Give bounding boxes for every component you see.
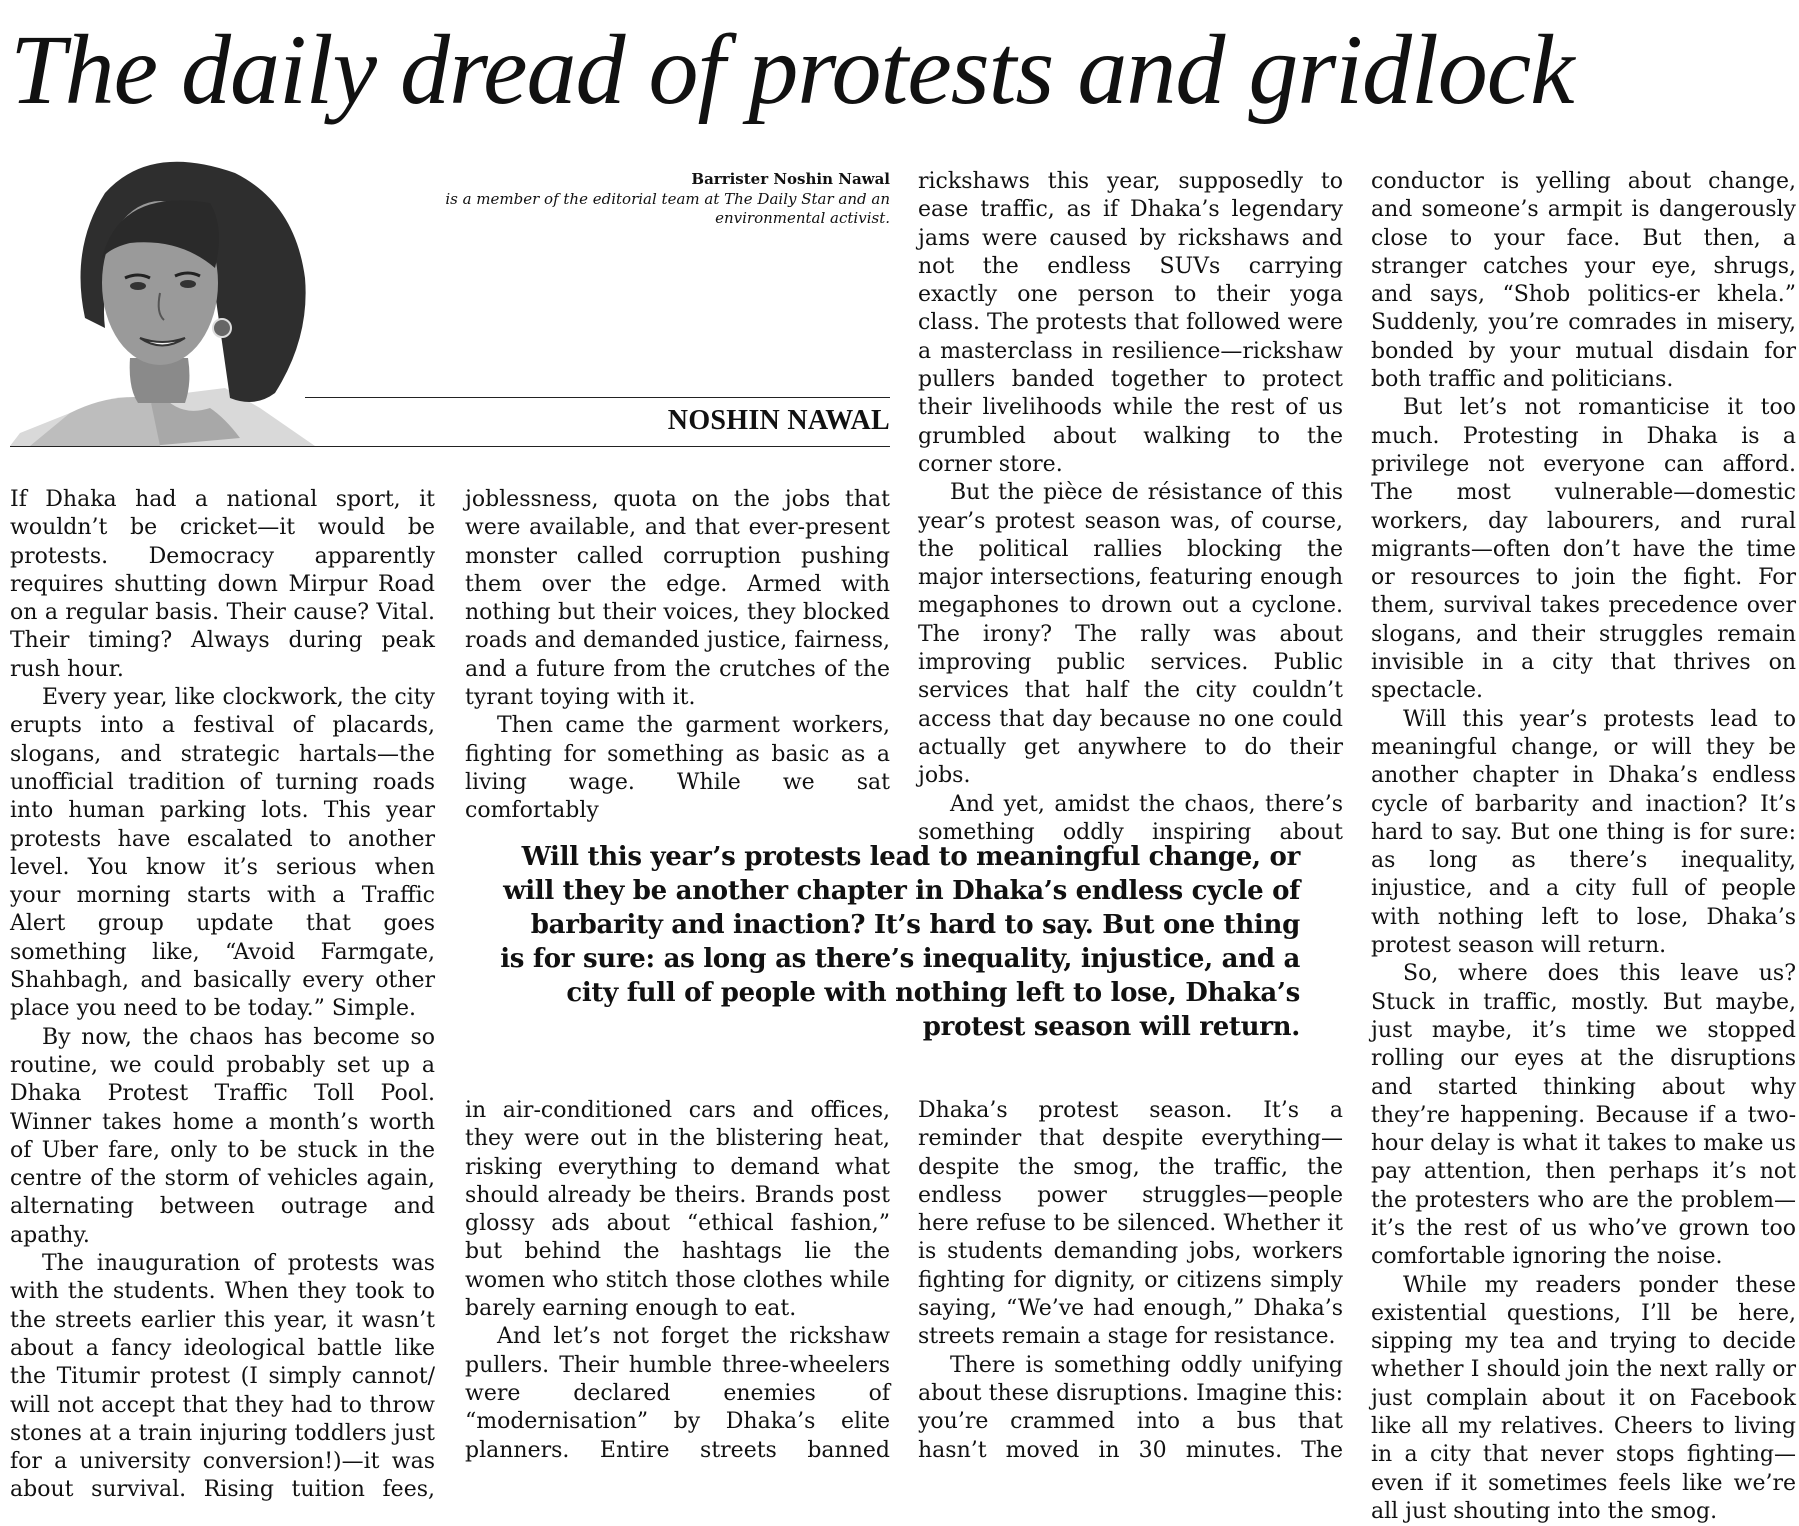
- article-column-2-top: [465, 486, 890, 826]
- author-portrait: [10, 148, 315, 446]
- article-column-3-top: [918, 168, 1343, 847]
- paragraph: Every year, like clockwork, the city erupts into a festival of placards, slogans, and strategic hartals—the unofficial tradition of turning roads into human parking lots. This year protests have escalated to another level. You know it’s serious when your morning starts with a Traffic Alert group update that goes something like, “Avoid Farmgate, Shahbagh, and basically every other place you need to be today.” Simple.: [10, 685, 435, 1022]
- paragraph: So, where does this leave us? Stuck in traffic, mostly. But maybe, just maybe, it’s time we stopped rolling our eyes at the disruptions and started thinking about why they’re happening. Because if a two-hour delay is what it takes to make us pay attention, then perhaps it’s not the protesters who are the problem—it’s the rest of us who’ve grown too comfortable ignoring the noise.: [1371, 961, 1796, 1270]
- author-bio-name: Barrister Noshin Nawal: [691, 170, 890, 188]
- author-bio: [420, 170, 890, 229]
- paragraph: rickshaws this year, supposedly to ease traffic, as if Dhaka’s legendary jams were caused by rickshaws and not the endless SUVs carrying exactly one person to their yoga class. The protests that followed were a masterclass in resilience—rickshaw pullers banded together to protect their livelihoods while the rest of us grumbled about walking to the corner store.: [918, 169, 1343, 477]
- article-column-4: [1371, 168, 1796, 1526]
- paragraph: There is something oddly unifying about these disruptions. Imagine this: you’re crammed into a bus that hasn’t moved in 30 minutes. The: [918, 1352, 1343, 1463]
- paragraph: joblessness, quota on the jobs that were available, and that ever-present monster called corruption pushing them over the edge. Armed with nothing but their voices, they blocked roads and demanded justice, fairness, and a future from the crutches of the tyrant toying with it.: [465, 487, 890, 711]
- paragraph: And let’s not forget the rickshaw pullers. Their humble three-wheelers were declared enemies of “modernisation” by Dhaka’s elite planners. Entire streets banned: [465, 1324, 890, 1463]
- paragraph: Will this year’s protests lead to meaningful change, or will they be another chapter in Dhaka’s endless cycle of barbarity and inaction? It’s hard to say. But one thing is for sure: as long as there’s inequality, injustice, and a city full of people with nothing left to lose, Dhaka’s protest season will return.: [1371, 706, 1796, 959]
- paragraph: While my readers ponder these existential questions, I’ll be here, sipping my tea and trying to decide whether I should join the next rally or just complain about it on Facebook like all my relatives. Cheers to living in a city that never stops fighting—even if it sometimes feels like we’re all just shouting into the smog.: [1371, 1272, 1796, 1524]
- author-bio-description: is a member of the editorial team at The Daily Star and an environmental activist.: [445, 189, 890, 227]
- paragraph: But the pièce de résistance of this year’s protest season was, of course, the political rallies blocking the major intersections, featuring enough megaphones to drown out a cyclone. The irony? The rally was about improving public services. Public services that half the city couldn’t access that day because no one could actually get anywhere to do their jobs.: [918, 480, 1343, 789]
- paragraph: Then came the garment workers, fighting for something as basic as a living wage. While we sat comfortably: [465, 713, 890, 824]
- paragraph: The inauguration of protests was with the students. When they took to the streets earlier this year, it wasn’t about a fancy ideological battle like the Titumir protest (I simply cannot/ will not accept that they had to throw stones at a train injuring toddlers just for a university conversion!)—it was about survival. Rising tuition fees,: [10, 1251, 435, 1503]
- article-column-2-bottom: [465, 1097, 890, 1465]
- paragraph: But let’s not romanticise it too much. Protesting in Dhaka is a privilege not everyone can afford. The most vulnerable—domestic workers, day labourers, and rural migrants—often don’t have the time or resources to join the fight. For them, survival takes precedence over slogans, and their struggles remain invisible in a city that thrives on spectacle.: [1371, 395, 1796, 704]
- paragraph: Dhaka’s protest season. It’s a reminder that despite everything—despite the smog, the traffic, the endless power struggles—people here refuse to be silenced. Whether it is students demanding jobs, workers fighting for dignity, or citizens simply saying, “We’ve had enough,” Dhaka’s streets remain a stage for resistance.: [918, 1098, 1343, 1350]
- paragraph: By now, the chaos has become so routine, we could probably set up a Dhaka Protest Traffic Toll Pool. Winner takes home a month’s worth of Uber fare, only to be stuck in the centre of the storm of vehicles again, alternating between outrage and apathy.: [10, 1024, 435, 1248]
- article-column-1: [10, 486, 435, 1505]
- author-byline: NOSHIN NAWAL: [667, 405, 890, 436]
- article-column-3-bottom: [918, 1097, 1343, 1465]
- paragraph: And yet, amidst the chaos, there’s something oddly inspiring about: [918, 791, 1343, 845]
- paragraph: conductor is yelling about change, and someone’s armpit is dangerously close to your face. But then, a stranger catches your eye, shrugs, and says, “Shob politics-er khela.” Suddenly, you’re comrades in misery, bonded by your mutual disdain for both traffic and politicians.: [1371, 169, 1796, 393]
- header-rule-bottom: [10, 446, 890, 447]
- paragraph: If Dhaka had a national sport, it wouldn’t be cricket—it would be protests. Democracy apparently requires shutting down Mirpur Road on a regular basis. Their cause? Vital. Their timing? Always during peak rush hour.: [10, 487, 435, 682]
- portrait-rule-top: [305, 397, 890, 398]
- pull-quote: Will this year’s protests lead to meaningful change, or will they be another chapter in Dhaka’s endless cycle of barbarity and inaction? It’s hard to say. But one thing is for sure: as long as there’s inequality, injustice, and a city full of people with nothing left to lose, Dhaka’s protest season will return.: [500, 842, 1300, 1042]
- headline: The daily dread of protests and gridlock: [10, 14, 1574, 125]
- paragraph: in air-conditioned cars and offices, they were out in the blistering heat, risking everything to demand what should already be theirs. Brands post glossy ads about “ethical fashion,” but behind the hashtags lie the women who stitch those clothes while barely earning enough to eat.: [465, 1098, 890, 1322]
